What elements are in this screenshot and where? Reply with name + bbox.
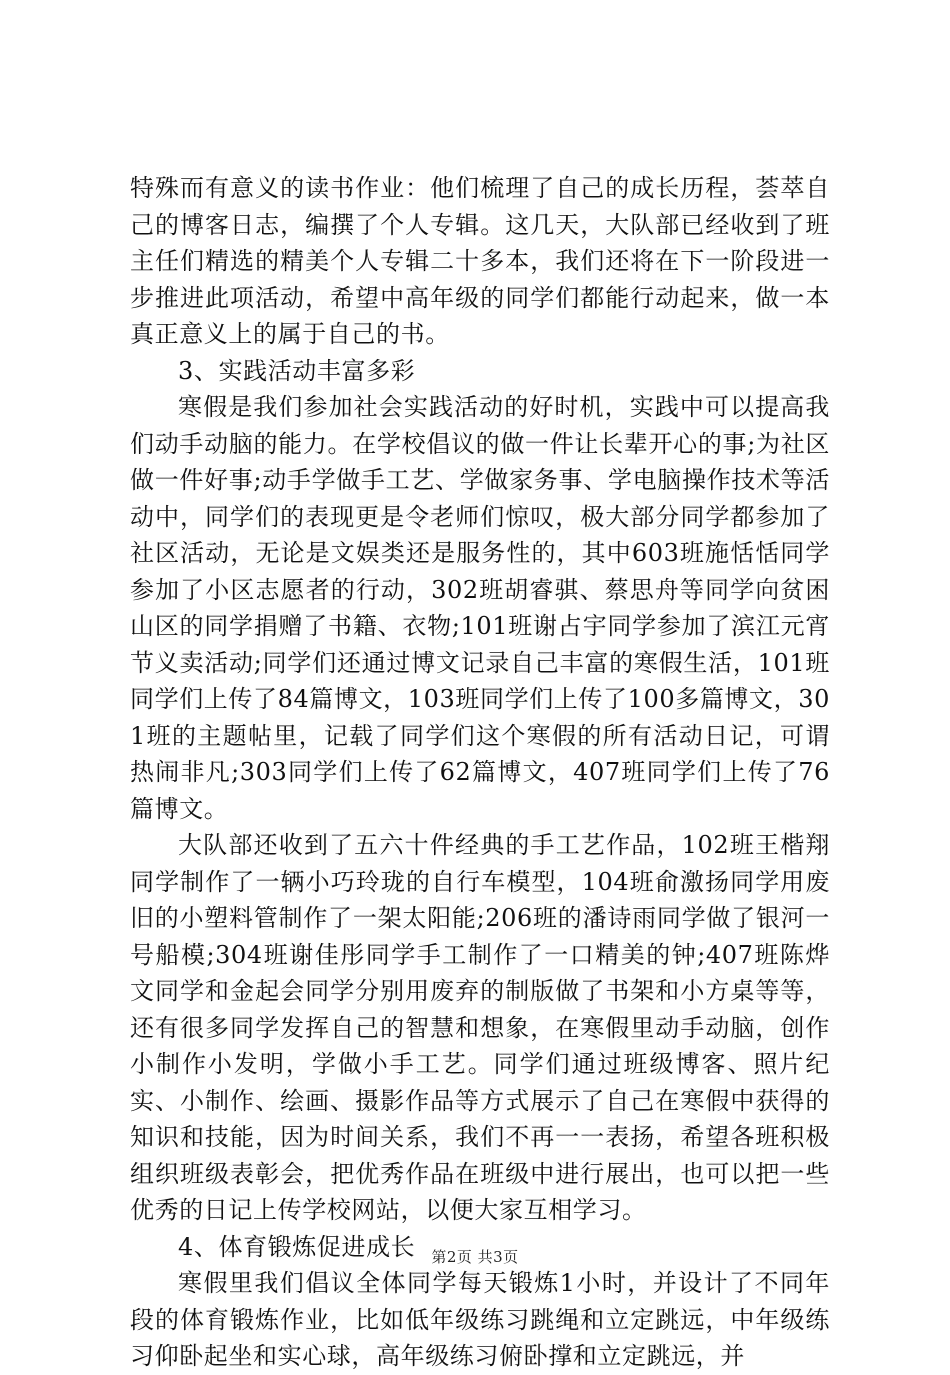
- paragraph-handicrafts: 大队部还收到了五六十件经典的手工艺作品，102班王楷翔同学制作了一辆小巧玲珑的自行车模型，104班俞激扬同学用废旧的小塑料管制作了一架太阳能;206班的潘诗雨同学做了银河一号船模;304班谢佳彤同学手工制作了一口精美的钟;407班陈烨文同学和金起会同学分别用废弃的制版做了书架和小方桌等等，还有很多同学发挥自己的智慧和想象，在寒假里动手动脑，创作小制作小发明，学做小手工艺。同学们通过班级博客、照片纪实、小制作、绘画、摄影作品等方式展示了自己在寒假中获得的知识和技能，因为时间关系，我们不再一一表扬，希望各班积极组织班级表彰会，把优秀作品在班级中进行展出，也可以把一些优秀的日记上传学校网站，以便大家互相学习。: [130, 831, 830, 1224]
- paragraph-practice-activities: 寒假是我们参加社会实践活动的好时机，实践中可以提高我们动手动脑的能力。在学校倡议的做一件让长辈开心的事;为社区做一件好事;动手学做手工艺、学做家务事、学电脑操作技术等活动中，同学们的表现更是令老师们惊叹，极大部分同学都参加了社区活动，无论是文娱类还是服务性的，其中603班施恬恬同学参加了小区志愿者的行动，302班胡睿骐、蔡思舟等同学向贫困山区的同学捐赠了书籍、衣物;101班谢占宇同学参加了滨江元宵节义卖活动;同学们还通过博文记录自己丰富的寒假生活，101班同学们上传了84篇博文，103班同学们上传了100多篇博文，301班的主题帖里，记载了同学们这个寒假的所有活动日记，可谓热闹非凡;303同学们上传了62篇博文，407班同学们上传了76篇博文。: [130, 393, 830, 823]
- paragraph-sports-exercise: 寒假里我们倡议全体同学每天锻炼1小时，并设计了不同年段的体育锻炼作业，比如低年级练习跳绳和立定跳远，中年级练习仰卧起坐和实心球，高年级练习俯卧撑和立定跳远，并: [130, 1269, 830, 1370]
- document-body: [130, 170, 830, 1375]
- page-footer: 第2页 共3页: [431, 1248, 519, 1266]
- section-heading-practice: 3、实践活动丰富多彩: [178, 356, 416, 385]
- paragraph-reading-assignment: 特殊而有意义的读书作业：他们梳理了自己的成长历程，荟萃自己的博客日志，编撰了个人专辑。这几天，大队部已经收到了班主任们精选的精美个人专辑二十多本，我们还将在下一阶段进一步推进此项活动，希望中高年级的同学们都能行动起来，做一本真正意义上的属于自己的书。: [130, 174, 830, 348]
- section-heading-sports: 4、体育锻炼促进成长: [178, 1232, 416, 1261]
